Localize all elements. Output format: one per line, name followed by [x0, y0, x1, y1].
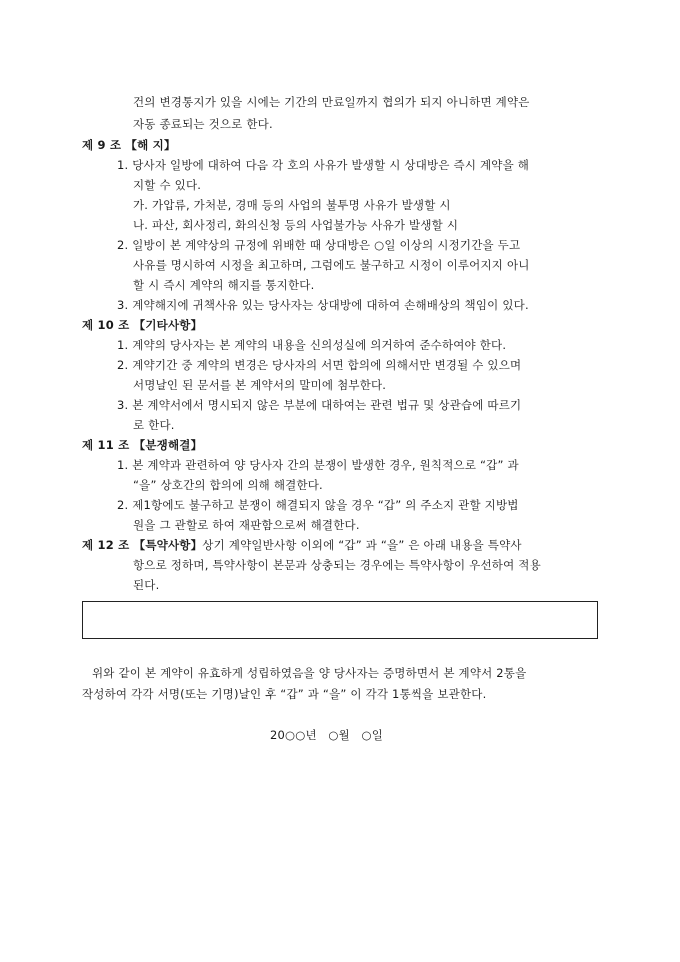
article-12-line: 된다. [133, 578, 160, 592]
article-9-line: 3. 계약해지에 귀책사유 있는 당사자는 상대방에 대하여 손해배상의 책임이 있다. [117, 298, 529, 312]
article-11-line: 1. 본 계약과 관련하여 양 당사자 간의 분쟁이 발생한 경우, 원칙적으로 “갑” 과 [117, 458, 519, 472]
article-10-line: 2. 계약기간 중 계약의 변경은 당사자의 서면 합의에 의해서만 변경될 수 있으며 [117, 358, 522, 372]
article-11-heading: 제 11 조 【분쟁해결】 [82, 438, 203, 452]
article-12-heading: 제 12 조 【특약사항】 [82, 538, 203, 552]
article-10-line: 3. 본 계약서에서 명시되지 않은 부분에 대하여는 관련 법규 및 상관습에 따르기 [117, 398, 522, 412]
closing-line-1: 위와 같이 본 계약이 유효하게 성립하였음을 양 당사자는 증명하면서 본 계약서 2통을 [92, 666, 527, 680]
article-9-line: 할 시 즉시 계약의 해지를 통지한다. [133, 278, 315, 292]
continuation-line-1: 건의 변경통지가 있을 시에는 기간의 만료일까지 협의가 되지 아니하면 계약은 [133, 95, 530, 109]
special-terms-box[interactable] [82, 601, 598, 639]
article-9-heading: 제 9 조 【해 지】 [82, 138, 176, 152]
continuation-line-2: 자동 종료되는 것으로 한다. [133, 117, 273, 131]
article-9-line: 2. 일방이 본 계약상의 규정에 위배한 때 상대방은 ○일 이상의 시정기간을 두고 [117, 238, 521, 252]
article-9-line: 가. 가압류, 가처분, 경매 등의 사업의 불투명 사유가 발생할 시 [133, 198, 451, 212]
article-11-line: 2. 제1항에도 불구하고 분쟁이 해결되지 않을 경우 “갑” 의 주소지 관할 지방법 [117, 498, 519, 512]
article-11-line: “을” 상호간의 합의에 의해 해결한다. [133, 478, 323, 492]
article-9-line: 나. 파산, 회사정리, 화의신청 등의 사업불가능 사유가 발생할 시 [133, 218, 459, 232]
article-10-line: 서명날인 된 문서를 본 계약서의 말미에 첨부한다. [133, 378, 387, 392]
article-9-line: 지할 수 있다. [133, 178, 202, 192]
article-12-first-line [82, 537, 522, 553]
article-9-line: 1. 당사자 일방에 대하여 다음 각 호의 사유가 발생할 시 상대방은 즉시 계약을 해 [117, 158, 530, 172]
article-12-line: 항으로 정하며, 특약사항이 본문과 상충되는 경우에는 특약사항이 우선하여 적용 [133, 558, 541, 572]
article-10-heading: 제 10 조 【기타사항】 [82, 318, 203, 332]
closing-line-2: 작성하여 각각 서명(또는 기명)날인 후 “갑” 과 “을” 이 각각 1통씩을 보관한다. [82, 687, 487, 701]
article-9-line: 사유를 명시하여 시정을 최고하며, 그럼에도 불구하고 시정이 이루어지지 아니 [133, 258, 530, 272]
article-10-line: 로 한다. [133, 418, 175, 432]
article-11-line: 원을 그 관할로 하여 재판함으로써 해결한다. [133, 518, 360, 532]
contract-date: 20○○년 ○월 ○일 [270, 728, 384, 742]
article-12-text: 상기 계약일반사항 이외에 “갑” 과 “을” 은 아래 내용을 특약사 [202, 538, 522, 552]
article-10-line: 1. 계약의 당사자는 본 계약의 내용을 신의성실에 의거하여 준수하여야 한다. [117, 338, 507, 352]
